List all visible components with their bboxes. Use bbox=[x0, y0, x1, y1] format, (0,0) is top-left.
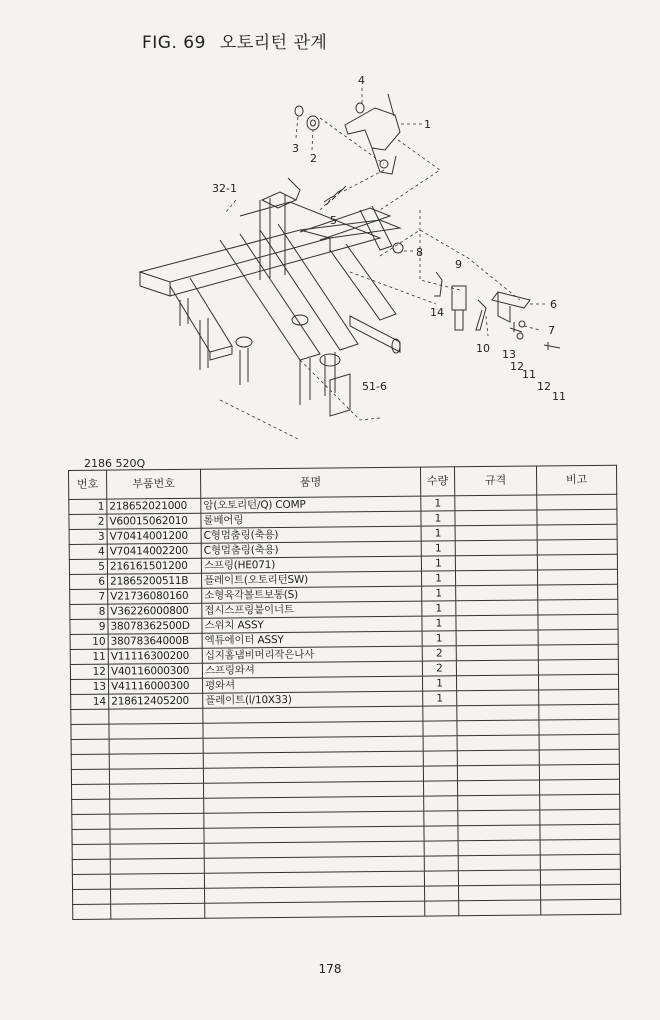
cell-empty bbox=[71, 754, 109, 769]
cell-part-no: V60015062010 bbox=[107, 513, 201, 529]
cell-empty bbox=[71, 724, 109, 739]
cell-part-no: V70414002200 bbox=[107, 543, 201, 559]
callout-11b: 11 bbox=[552, 390, 566, 403]
cell-empty bbox=[424, 856, 458, 871]
cell-no: 5 bbox=[69, 559, 107, 574]
cell-empty bbox=[539, 734, 619, 750]
cell-remark bbox=[537, 539, 617, 555]
cell-part-no: 216161501200 bbox=[107, 558, 201, 574]
callout-9: 9 bbox=[455, 258, 462, 271]
cell-empty bbox=[424, 781, 458, 796]
callout-10: 10 bbox=[476, 342, 490, 355]
cell-empty bbox=[110, 873, 204, 889]
figure-caption: 오토리턴 관계 bbox=[219, 33, 328, 53]
cell-qty: 1 bbox=[421, 556, 455, 571]
cell-empty bbox=[424, 826, 458, 841]
switch-assembly bbox=[434, 272, 560, 350]
cell-qty: 1 bbox=[421, 511, 455, 526]
cell-empty bbox=[110, 783, 204, 799]
cell-remark bbox=[538, 629, 618, 645]
cell-name: 엑튜에이터 ASSY bbox=[202, 631, 422, 648]
cell-name: C형멈춤링(축용) bbox=[201, 526, 421, 543]
cell-empty bbox=[425, 901, 459, 916]
parts-list bbox=[68, 465, 621, 920]
cell-name: 플레이트(l/10X33) bbox=[203, 691, 423, 708]
cell-remark bbox=[538, 599, 618, 615]
cell-part-no: 38078364000B bbox=[108, 633, 202, 649]
header-no: 번호 bbox=[69, 470, 107, 499]
cell-empty bbox=[540, 854, 620, 870]
header-part-no: 부품번호 bbox=[107, 469, 201, 499]
cell-remark bbox=[539, 689, 619, 705]
cell-spec bbox=[455, 555, 537, 571]
cell-qty: 1 bbox=[421, 526, 455, 541]
cell-remark bbox=[537, 569, 617, 585]
cell-name: 스프링(HE071) bbox=[201, 556, 421, 573]
cell-no: 2 bbox=[69, 514, 107, 529]
cell-name: 십지홈냄비머리작은나사 bbox=[202, 646, 422, 663]
cell-empty bbox=[205, 901, 425, 918]
cell-empty bbox=[72, 844, 110, 859]
header-spec: 규격 bbox=[454, 466, 536, 496]
cell-empty bbox=[457, 720, 539, 736]
cell-empty bbox=[423, 721, 457, 736]
cell-no: 9 bbox=[70, 619, 108, 634]
cell-empty bbox=[459, 885, 541, 901]
cell-spec bbox=[456, 585, 538, 601]
cell-empty bbox=[423, 736, 457, 751]
cell-empty bbox=[71, 739, 109, 754]
cell-spec bbox=[456, 600, 538, 616]
cell-part-no: 38078362500D bbox=[108, 618, 202, 634]
cell-qty: 1 bbox=[423, 691, 457, 706]
cell-part-no: 21865200511B bbox=[108, 573, 202, 589]
cell-no: 6 bbox=[70, 574, 108, 589]
cell-remark bbox=[537, 509, 617, 525]
cell-empty bbox=[459, 900, 541, 916]
cell-qty: 1 bbox=[421, 571, 455, 586]
cell-remark bbox=[538, 644, 618, 660]
cell-empty bbox=[541, 884, 621, 900]
cell-empty bbox=[424, 871, 458, 886]
parts-table-body bbox=[69, 494, 621, 919]
cell-empty bbox=[458, 855, 540, 871]
cell-empty bbox=[540, 794, 620, 810]
cell-empty bbox=[457, 705, 539, 721]
cell-empty bbox=[458, 870, 540, 886]
cell-qty: 2 bbox=[422, 661, 456, 676]
cell-remark bbox=[537, 554, 617, 570]
callout-12b: 12 bbox=[537, 380, 551, 393]
cell-empty bbox=[539, 749, 619, 765]
cell-spec bbox=[456, 645, 538, 661]
cell-empty bbox=[111, 888, 205, 904]
callout-5: 5 bbox=[330, 214, 337, 227]
cell-no: 7 bbox=[70, 589, 108, 604]
cell-name: 스프링와셔 bbox=[202, 661, 422, 678]
cell-spec bbox=[456, 630, 538, 646]
cell-empty bbox=[423, 766, 457, 781]
cell-empty bbox=[540, 869, 620, 885]
cell-empty bbox=[541, 899, 621, 915]
frame-assembly bbox=[140, 178, 400, 416]
callout-2: 2 bbox=[310, 152, 317, 165]
cell-no: 10 bbox=[70, 634, 108, 649]
callout-13: 13 bbox=[502, 348, 516, 361]
cell-qty: 1 bbox=[422, 601, 456, 616]
header-qty: 수량 bbox=[420, 467, 454, 496]
cell-empty bbox=[72, 829, 110, 844]
cell-empty bbox=[111, 903, 205, 919]
callout-4: 4 bbox=[358, 74, 365, 87]
cell-empty bbox=[110, 813, 204, 829]
cell-empty bbox=[458, 810, 540, 826]
cell-empty bbox=[457, 765, 539, 781]
cell-empty bbox=[71, 769, 109, 784]
cell-empty bbox=[423, 751, 457, 766]
cell-part-no: V11116300200 bbox=[108, 648, 202, 664]
cell-spec bbox=[455, 570, 537, 586]
cell-empty bbox=[539, 719, 619, 735]
cell-name: 롤베어링 bbox=[201, 511, 421, 528]
cell-qty: 1 bbox=[422, 631, 456, 646]
cell-qty: 1 bbox=[421, 496, 455, 511]
cell-empty bbox=[109, 738, 203, 754]
cell-qty: 2 bbox=[422, 646, 456, 661]
cell-empty bbox=[539, 704, 619, 720]
callout-8: 8 bbox=[416, 246, 423, 259]
cell-empty bbox=[425, 886, 459, 901]
cell-empty bbox=[458, 780, 540, 796]
cell-empty bbox=[72, 784, 110, 799]
cell-name: 소형육각볼트보통(S) bbox=[202, 586, 422, 603]
figure-number: FIG. 69 bbox=[142, 33, 206, 53]
cell-remark bbox=[538, 659, 618, 675]
cell-empty bbox=[457, 735, 539, 751]
cell-part-no: 218612405200 bbox=[109, 693, 203, 709]
cell-empty bbox=[423, 706, 457, 721]
cell-empty bbox=[109, 768, 203, 784]
cell-part-no: V36226000800 bbox=[108, 603, 202, 619]
cell-empty bbox=[539, 764, 619, 780]
cell-no: 11 bbox=[70, 649, 108, 664]
callout-51-6: 51-6 bbox=[362, 380, 387, 393]
callout-11a: 11 bbox=[522, 368, 536, 381]
cell-empty bbox=[110, 843, 204, 859]
cell-part-no: V40116000300 bbox=[108, 663, 202, 679]
cell-empty bbox=[458, 795, 540, 811]
auto-return-arm bbox=[295, 94, 403, 253]
cell-name: 평와셔 bbox=[203, 676, 423, 693]
cell-empty bbox=[110, 858, 204, 874]
header-name: 품명 bbox=[200, 467, 420, 498]
cell-no: 14 bbox=[71, 694, 109, 709]
cell-no: 3 bbox=[69, 529, 107, 544]
callout-32-1: 32-1 bbox=[212, 182, 237, 195]
cell-remark bbox=[538, 584, 618, 600]
cell-part-no: 218652021000 bbox=[107, 498, 201, 514]
model-code: 2186 520Q bbox=[84, 457, 146, 470]
cell-empty bbox=[424, 811, 458, 826]
cell-no: 13 bbox=[71, 679, 109, 694]
cell-part-no: V21736080160 bbox=[108, 588, 202, 604]
cell-empty bbox=[457, 750, 539, 766]
cell-qty: 1 bbox=[422, 676, 456, 691]
page-number: 178 bbox=[318, 962, 342, 976]
cell-spec bbox=[456, 660, 538, 676]
cell-empty bbox=[110, 798, 204, 814]
parts-table bbox=[68, 465, 621, 920]
exploded-diagram bbox=[0, 60, 660, 460]
cell-spec bbox=[455, 495, 537, 511]
cell-no: 1 bbox=[69, 499, 107, 514]
cell-empty bbox=[540, 824, 620, 840]
cell-empty bbox=[109, 708, 203, 724]
callout-6: 6 bbox=[550, 298, 557, 311]
cell-spec bbox=[455, 540, 537, 556]
cell-empty bbox=[72, 814, 110, 829]
callout-7: 7 bbox=[548, 324, 555, 337]
cell-remark bbox=[538, 614, 618, 630]
cell-empty bbox=[458, 825, 540, 841]
cell-empty bbox=[539, 779, 619, 795]
callout-14: 14 bbox=[430, 306, 444, 319]
cell-qty: 1 bbox=[422, 586, 456, 601]
cell-spec bbox=[455, 510, 537, 526]
cell-empty bbox=[109, 723, 203, 739]
cell-empty bbox=[72, 859, 110, 874]
cell-name: C형멈춤링(축용) bbox=[201, 541, 421, 558]
cell-name: 플레이트(오토리턴SW) bbox=[201, 571, 421, 588]
callout-3: 3 bbox=[292, 142, 299, 155]
header-remark: 비고 bbox=[536, 465, 616, 495]
cell-empty bbox=[540, 809, 620, 825]
cell-name: 스위치 ASSY bbox=[202, 616, 422, 633]
cell-spec bbox=[457, 690, 539, 706]
cell-spec bbox=[456, 615, 538, 631]
cell-empty bbox=[71, 709, 109, 724]
cell-remark bbox=[538, 674, 618, 690]
cell-empty bbox=[109, 753, 203, 769]
cell-qty: 1 bbox=[421, 541, 455, 556]
cell-empty bbox=[424, 796, 458, 811]
cell-name: 암(오토리턴/Q) COMP bbox=[201, 496, 421, 513]
cell-name: 접시스프링붙이너트 bbox=[202, 601, 422, 618]
cell-qty: 1 bbox=[422, 616, 456, 631]
cell-empty bbox=[73, 904, 111, 919]
cell-empty bbox=[110, 828, 204, 844]
cell-no: 12 bbox=[70, 664, 108, 679]
cell-part-no: V70414001200 bbox=[107, 528, 201, 544]
cell-empty bbox=[458, 840, 540, 856]
cell-empty bbox=[540, 839, 620, 855]
callout-1: 1 bbox=[424, 118, 431, 131]
cell-no: 4 bbox=[69, 544, 107, 559]
figure-title bbox=[142, 28, 327, 53]
cell-empty bbox=[72, 874, 110, 889]
cell-empty bbox=[72, 799, 110, 814]
cell-remark bbox=[537, 524, 617, 540]
cell-remark bbox=[537, 494, 617, 510]
cell-no: 8 bbox=[70, 604, 108, 619]
cell-spec bbox=[455, 525, 537, 541]
cell-empty bbox=[424, 841, 458, 856]
cell-part-no: V41116000300 bbox=[109, 678, 203, 694]
cell-empty bbox=[73, 889, 111, 904]
cell-spec bbox=[456, 675, 538, 691]
callout-12a: 12 bbox=[510, 360, 524, 373]
